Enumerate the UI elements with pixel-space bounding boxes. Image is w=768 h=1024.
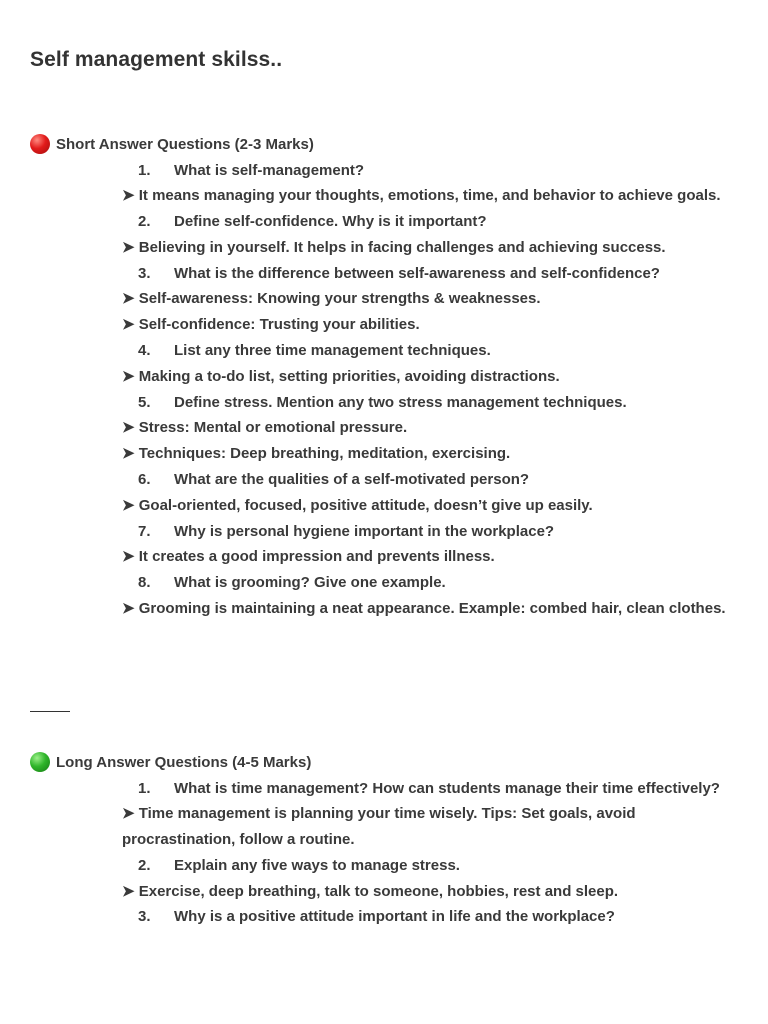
question-number: 2. — [138, 856, 151, 874]
question-item — [122, 776, 752, 802]
question-text: What is grooming? Give one example. — [174, 574, 446, 592]
answer-text: ➤ It means managing your thoughts, emotions, time, and behavior to achieve goals. — [122, 187, 721, 205]
answer-text: ➤ Time management is planning your time wisely. Tips: Set goals, avoid procrastination, follow a routine. — [122, 805, 636, 849]
short-answer-heading — [30, 134, 314, 154]
question-item — [122, 209, 752, 235]
question-text: Explain any five ways to manage stress. — [174, 856, 460, 874]
question-number: 2. — [138, 213, 151, 231]
answer-text: ➤ Self-awareness: Knowing your strengths & weaknesses. — [122, 290, 541, 308]
question-number: 3. — [138, 264, 151, 282]
answer-text: ➤ Stress: Mental or emotional pressure. — [122, 419, 408, 437]
section-divider — [30, 711, 70, 712]
question-text: Define stress. Mention any two stress management techniques. — [174, 393, 627, 411]
question-item — [122, 338, 752, 364]
question-number: 1. — [138, 779, 151, 797]
question-number: 7. — [138, 522, 151, 540]
answer-text: ➤ Techniques: Deep breathing, meditation, exercising. — [122, 445, 511, 463]
long-answer-heading-text: Long Answer Questions (4-5 Marks) — [56, 753, 312, 771]
question-item — [122, 519, 752, 545]
question-text: Define self-confidence. Why is it important? — [174, 213, 487, 231]
answer-text: ➤ It creates a good impression and prevents illness. — [122, 548, 495, 566]
green-circle-icon — [30, 752, 50, 772]
question-text: What are the qualities of a self-motivated person? — [174, 471, 530, 489]
question-item — [122, 467, 752, 493]
page-title: Self management skilss.. — [30, 48, 283, 71]
answer-text: ➤ Making a to-do list, setting priorities, avoiding distractions. — [122, 367, 560, 385]
question-text: What is the difference between self-awareness and self-confidence? — [174, 264, 660, 282]
answer-text: ➤ Goal-oriented, focused, positive attitude, doesn’t give up easily. — [122, 496, 593, 514]
question-number: 4. — [138, 342, 151, 360]
answer-text: ➤ Believing in yourself. It helps in facing challenges and achieving success. — [122, 238, 666, 256]
question-text: What is time management? How can students manage their time effectively? — [174, 779, 720, 797]
question-item — [122, 853, 752, 879]
question-number: 8. — [138, 574, 151, 592]
question-item — [122, 904, 752, 930]
question-item — [122, 390, 752, 416]
question-text: List any three time management techniques. — [174, 342, 491, 360]
answer-text: ➤ Exercise, deep breathing, talk to someone, hobbies, rest and sleep. — [122, 882, 619, 900]
question-item — [122, 261, 752, 287]
question-item — [122, 158, 752, 184]
answer-text: ➤ Grooming is maintaining a neat appearance. Example: combed hair, clean clothes. — [122, 600, 726, 618]
question-number: 6. — [138, 471, 151, 489]
short-answer-heading-text: Short Answer Questions (2-3 Marks) — [56, 135, 314, 153]
question-text: Why is a positive attitude important in life and the workplace? — [174, 908, 615, 926]
red-circle-icon — [30, 134, 50, 154]
question-text: What is self-management? — [174, 161, 365, 179]
long-answer-heading — [30, 752, 311, 772]
short-answer-list — [122, 158, 752, 622]
long-answer-list — [122, 776, 752, 931]
question-item — [122, 570, 752, 596]
question-text: Why is personal hygiene important in the workplace? — [174, 522, 555, 540]
answer-text: ➤ Self-confidence: Trusting your abilities. — [122, 316, 420, 334]
question-number: 3. — [138, 908, 151, 926]
question-number: 1. — [138, 161, 151, 179]
question-number: 5. — [138, 393, 151, 411]
